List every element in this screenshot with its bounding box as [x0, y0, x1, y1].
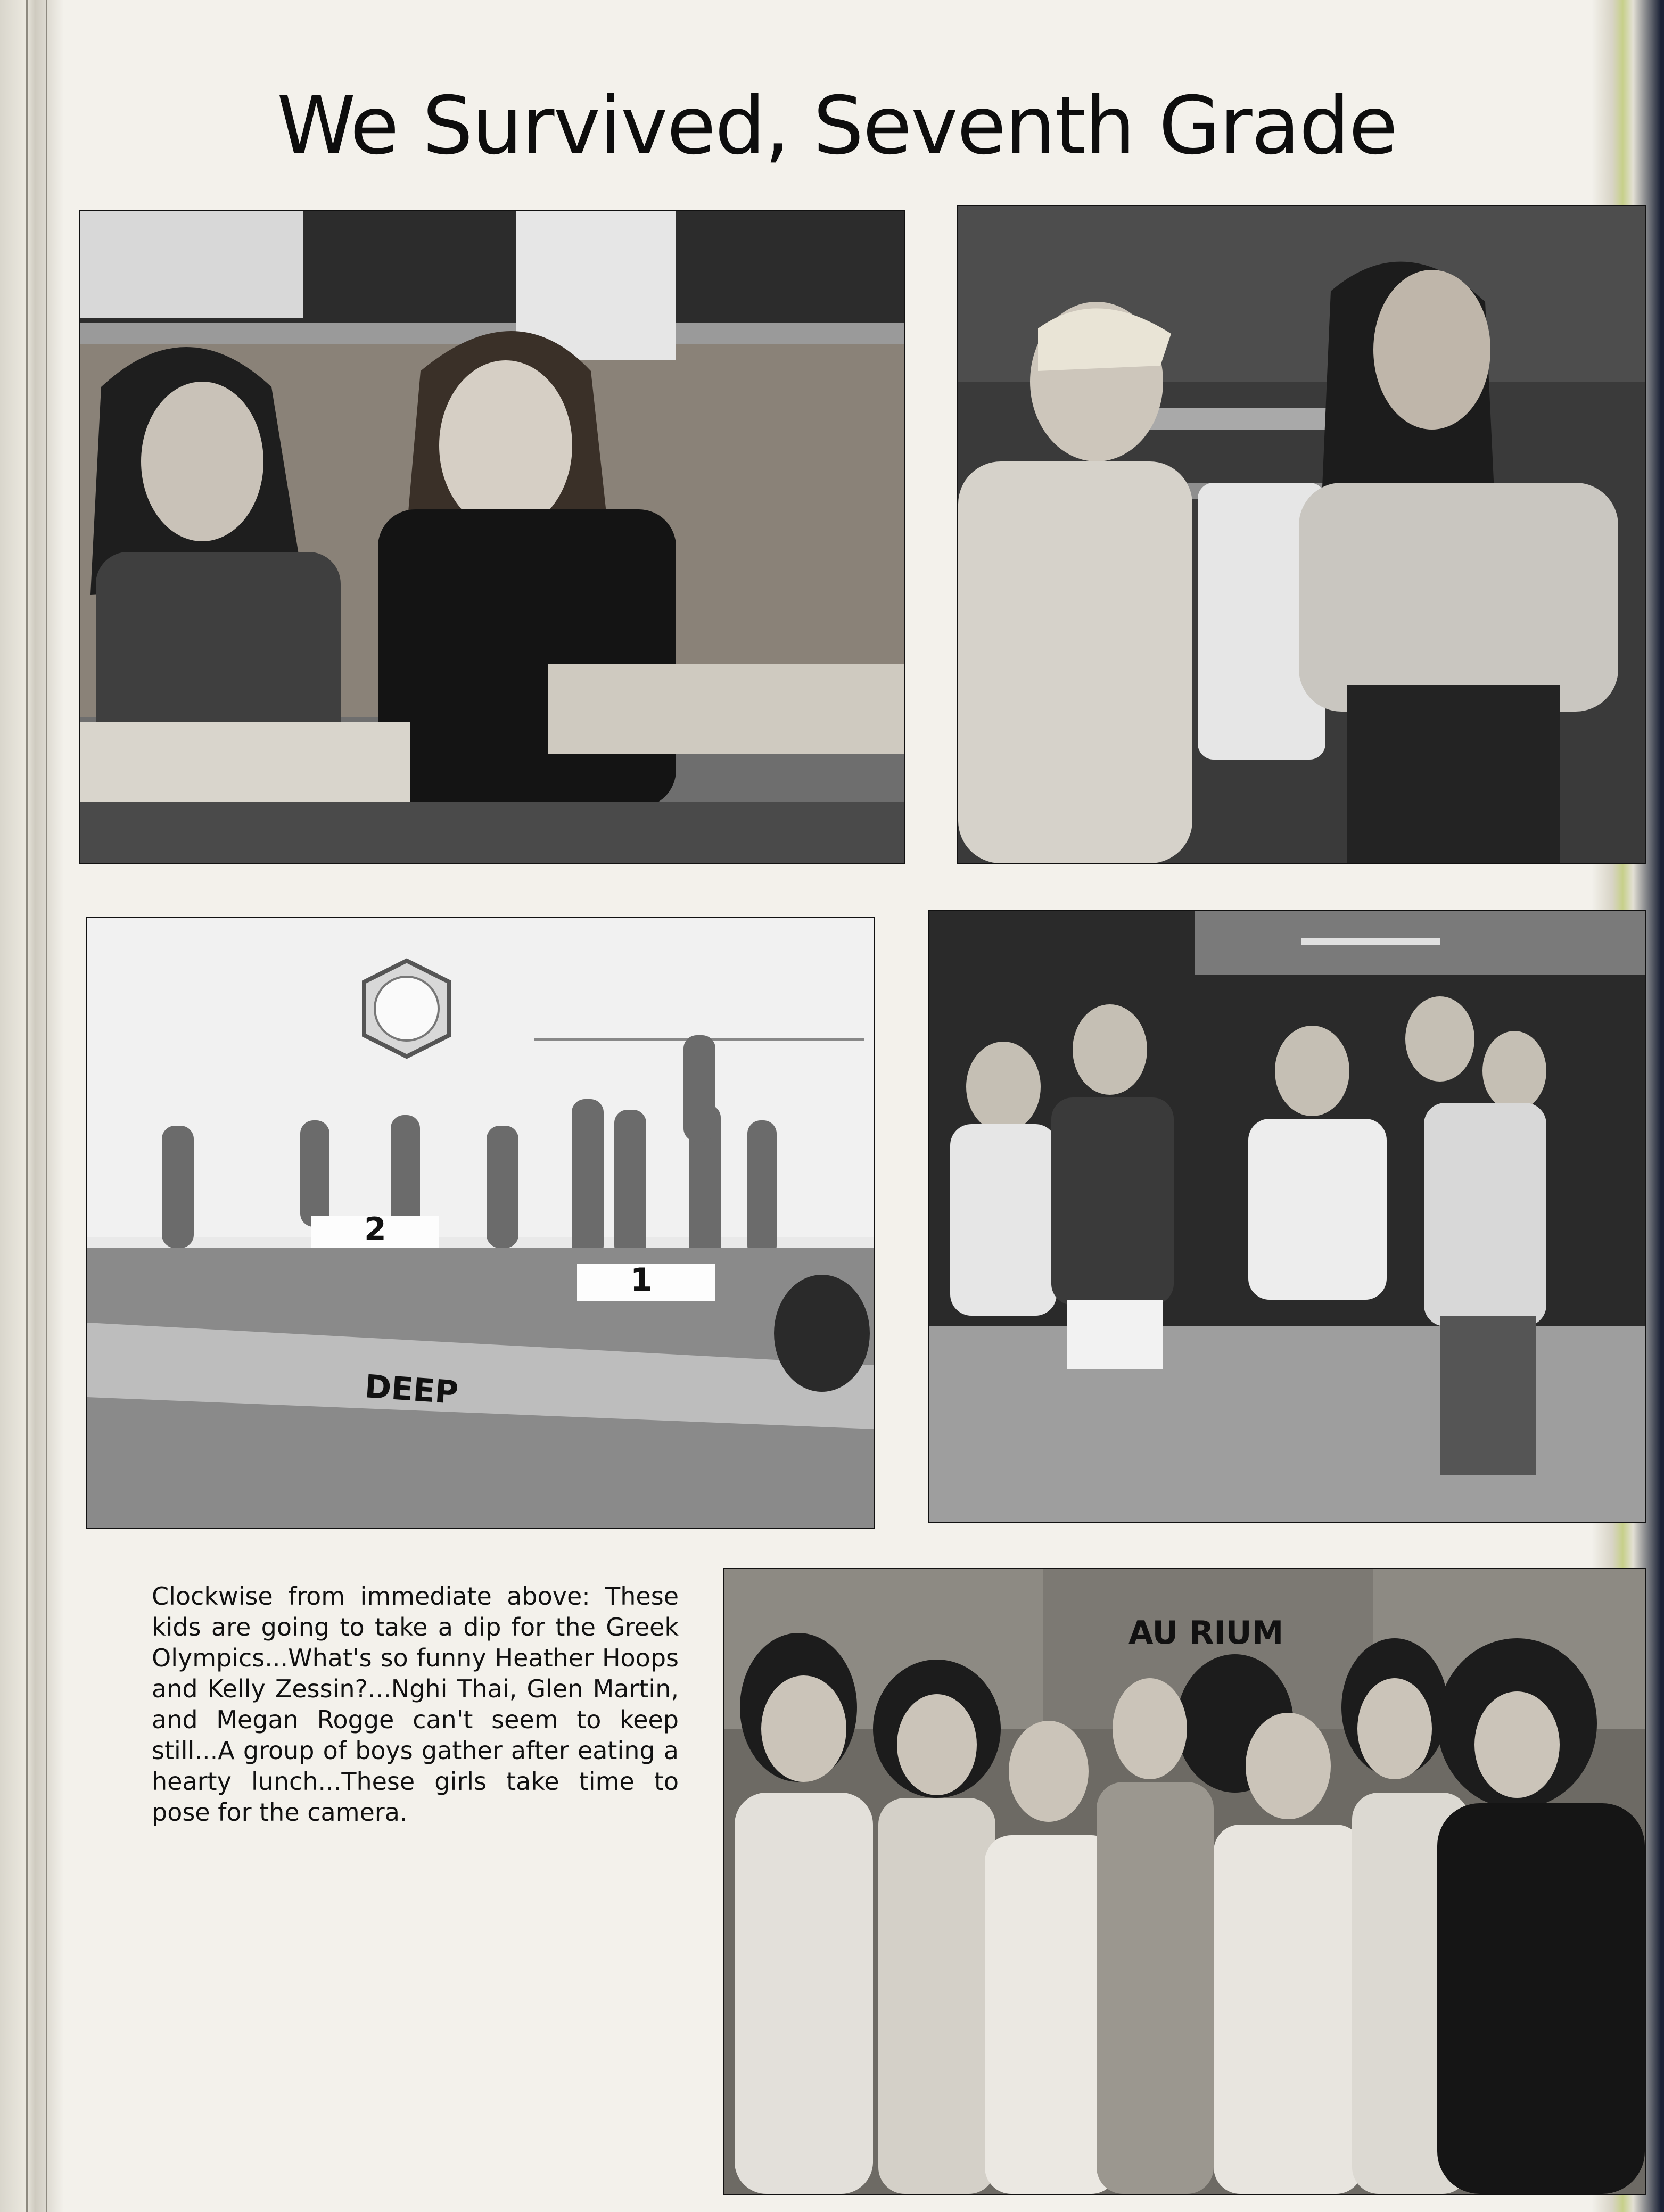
pool-deep-marking: DEEP	[363, 1368, 460, 1412]
pool-image	[87, 918, 874, 1528]
photo-hallway-boys	[928, 910, 1646, 1523]
binding-gutter	[0, 0, 64, 2212]
binding-line	[46, 0, 47, 2212]
cafeteria-kids-image	[958, 206, 1645, 863]
photo-cafeteria-kids	[957, 205, 1646, 864]
binding-line	[26, 0, 28, 2212]
page-title: We Survived, Seventh Grade	[277, 80, 1397, 172]
girls-group-image	[724, 1569, 1645, 2194]
photo-classroom-girls	[79, 210, 905, 864]
photo-girls-group	[723, 1568, 1646, 2195]
classroom-girls-image	[80, 211, 904, 863]
hallway-boys-image	[929, 911, 1645, 1522]
auditorium-sign: AU RIUM	[1128, 1614, 1284, 1652]
photo-caption: Clockwise from immediate above: These kids are going to take a dip for the Greek Olympics...What's so funny Heather Hoops and Kelly Zessin?...Nghi Thai, Glen Martin, and Megan Rogge can't seem to keep still...A group of boys gather after eating a hearty lunch...These girls take time to pose for the camera.	[152, 1582, 679, 1827]
photo-pool	[86, 917, 875, 1529]
pool-block-number: 1	[630, 1261, 653, 1299]
pool-block-number: 2	[364, 1211, 386, 1248]
